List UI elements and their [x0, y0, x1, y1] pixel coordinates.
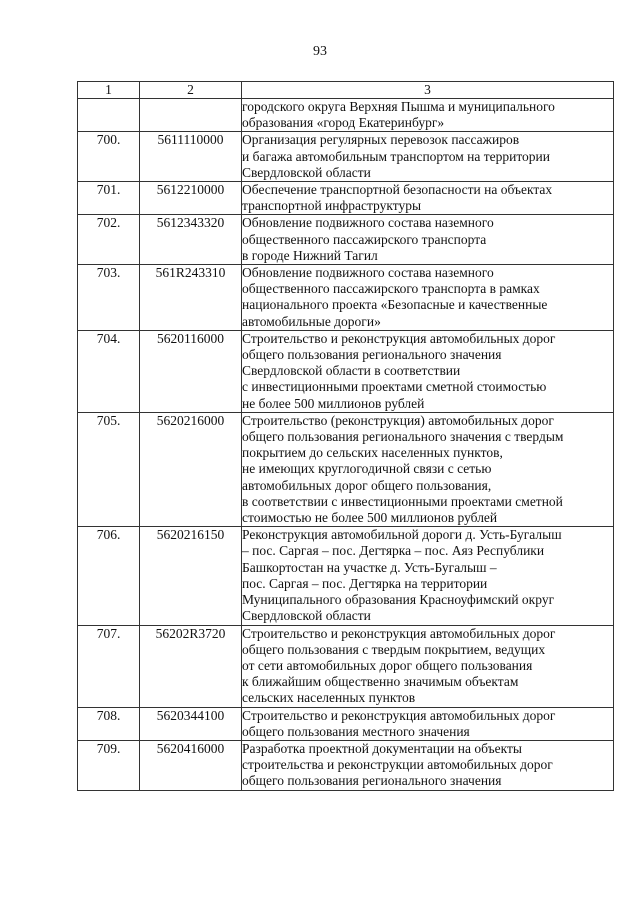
- table-header-row: [78, 82, 614, 99]
- table-row: [78, 330, 614, 412]
- description-line: к ближайшим общественно значимым объектам: [242, 674, 519, 690]
- description-line: в городе Нижний Тагил: [242, 247, 378, 263]
- description-line: национального проекта «Безопасные и качественные: [242, 297, 548, 313]
- table-row: [78, 99, 614, 132]
- target-code: 5620216000: [140, 412, 242, 526]
- table-row: [78, 625, 614, 707]
- row-description: [242, 182, 614, 215]
- table-row: [78, 527, 614, 625]
- description-line: от сети автомобильных дорог общего пользования: [242, 657, 533, 673]
- description-line: Обновление подвижного состава наземного: [242, 265, 494, 281]
- description-line: сельских населенных пунктов: [242, 690, 416, 706]
- description-line: общественного пассажирского транспорта в рамках: [242, 281, 540, 297]
- description-line: – пос. Саргая – пос. Дегтярка – пос. Аяз Республики: [242, 543, 545, 559]
- row-description: [242, 215, 614, 265]
- page-number: 93: [313, 44, 327, 59]
- description-line: Разработка проектной документации на объекты: [242, 740, 522, 756]
- description-line: Башкортостан на участке д. Усть-Бугалыш –: [242, 559, 497, 575]
- description-line: Свердловской области в соответствии: [242, 363, 461, 379]
- description-line: Свердловской области: [242, 164, 371, 180]
- table-row: [78, 132, 614, 182]
- table-row: [78, 707, 614, 740]
- target-code: 5620344100: [140, 707, 242, 740]
- description-line: автомобильные дороги»: [242, 313, 381, 329]
- target-code: 5612210000: [140, 182, 242, 215]
- description-line: общего пользования регионального значения: [242, 773, 502, 789]
- description-line: общего пользования с твердым покрытием, ведущих: [242, 641, 546, 657]
- row-number: 707.: [78, 625, 140, 707]
- target-code: [140, 99, 242, 132]
- target-code: 5612343320: [140, 215, 242, 265]
- table-body: [78, 99, 614, 791]
- row-description: [242, 132, 614, 182]
- description-line: с инвестиционными проектами сметной стоимостью: [242, 379, 547, 395]
- description-line: общественного пассажирского транспорта: [242, 231, 487, 247]
- row-description: [242, 527, 614, 625]
- description-line: Организация регулярных перевозок пассажиров: [242, 132, 520, 148]
- target-code: 5620216150: [140, 527, 242, 625]
- description-line: стоимостью не более 500 миллионов рублей: [242, 510, 498, 526]
- target-code: 56202R3720: [140, 625, 242, 707]
- description-line: Свердловской области: [242, 608, 371, 624]
- description-line: и багажа автомобильным транспортом на территории: [242, 148, 551, 164]
- description-line: общего пользования регионального значения с твердым: [242, 429, 564, 445]
- description-line: Муниципального образования Красноуфимский округ: [242, 592, 555, 608]
- description-line: городского округа Верхняя Пышма и муниципального: [242, 99, 555, 114]
- row-number: 703.: [78, 265, 140, 331]
- description-line: покрытием до сельских населенных пунктов,: [242, 445, 503, 461]
- description-line: автомобильных дорог общего пользования,: [242, 477, 492, 493]
- target-code: 5620416000: [140, 740, 242, 790]
- description-line: Строительство и реконструкция автомобильных дорог: [242, 330, 556, 346]
- description-line: общего пользования регионального значения: [242, 347, 502, 363]
- table-row: [78, 265, 614, 331]
- row-number: 700.: [78, 132, 140, 182]
- row-description: [242, 740, 614, 790]
- table-row: [78, 215, 614, 265]
- description-line: Строительство и реконструкция автомобильных дорог: [242, 707, 556, 723]
- description-line: транспортной инфраструктуры: [242, 198, 422, 214]
- row-number: [78, 99, 140, 132]
- description-line: Строительство и реконструкция автомобильных дорог: [242, 625, 556, 641]
- description-line: не более 500 миллионов рублей: [242, 395, 425, 411]
- row-number: 706.: [78, 527, 140, 625]
- description-line: Обеспечение транспортной безопасности на объектах: [242, 182, 553, 198]
- row-number: 708.: [78, 707, 140, 740]
- row-description: [242, 412, 614, 526]
- table-row: [78, 740, 614, 790]
- column-header-3: 3: [242, 82, 614, 99]
- description-line: Реконструкция автомобильной дороги д. Усть-Бугалыш: [242, 527, 562, 543]
- description-line: Обновление подвижного состава наземного: [242, 215, 494, 231]
- row-number: 705.: [78, 412, 140, 526]
- target-code: 5611110000: [140, 132, 242, 182]
- target-code: 561R243310: [140, 265, 242, 331]
- target-code: 5620116000: [140, 330, 242, 412]
- table-row: [78, 412, 614, 526]
- row-number: 702.: [78, 215, 140, 265]
- description-line: образования «город Екатеринбург»: [242, 115, 445, 131]
- row-description: [242, 625, 614, 707]
- description-line: общего пользования местного значения: [242, 723, 470, 739]
- row-description: [242, 99, 614, 132]
- description-line: пос. Саргая – пос. Дегтярка на территории: [242, 575, 488, 591]
- row-number: 704.: [78, 330, 140, 412]
- description-line: не имеющих круглогодичной связи с сетью: [242, 461, 492, 477]
- description-line: строительства и реконструкции автомобильных дорог: [242, 757, 553, 773]
- table-row: [78, 182, 614, 215]
- column-header-2: 2: [140, 82, 242, 99]
- description-line: в соответствии с инвестиционными проектами сметной: [242, 493, 563, 509]
- description-line: Строительство (реконструкция) автомобильных дорог: [242, 412, 554, 428]
- budget-table: [77, 81, 614, 791]
- column-header-1: 1: [78, 82, 140, 99]
- row-number: 701.: [78, 182, 140, 215]
- row-number: 709.: [78, 740, 140, 790]
- row-description: [242, 330, 614, 412]
- row-description: [242, 707, 614, 740]
- row-description: [242, 265, 614, 331]
